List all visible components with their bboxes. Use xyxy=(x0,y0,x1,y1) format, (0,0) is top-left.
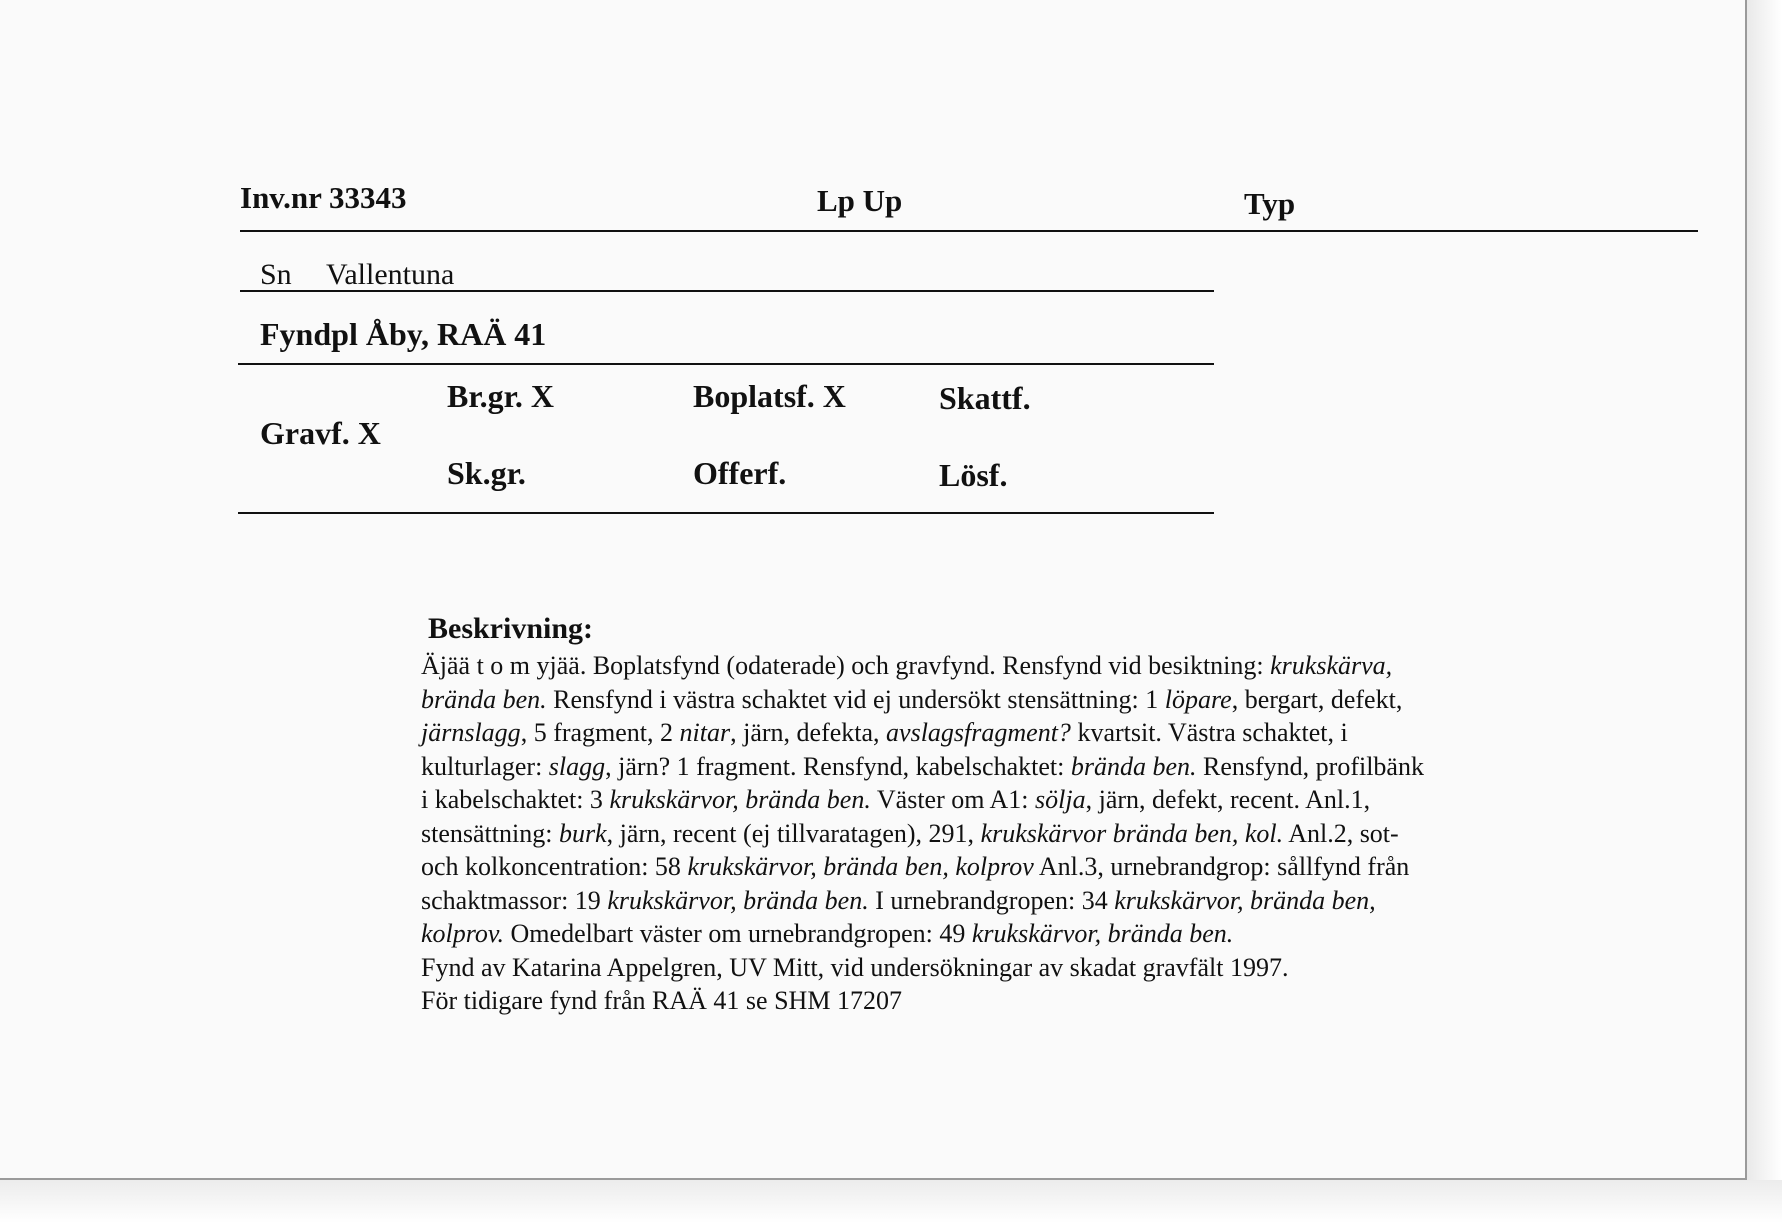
skeleton-grave: Sk.gr. xyxy=(447,455,526,491)
scan-edge-right xyxy=(1747,0,1782,1223)
description-find-term: sölja xyxy=(1035,785,1086,814)
description-find-term: järnslagg xyxy=(421,718,521,747)
description-text-run: , bergart, defekt, xyxy=(1231,684,1403,714)
lp-up-label: Lp Up xyxy=(817,183,903,218)
parish-value: Vallentuna xyxy=(326,258,455,291)
categories-rule xyxy=(238,512,1214,514)
description-text-run: i kabelschaktet: 3 xyxy=(421,785,610,814)
description-line xyxy=(421,783,1551,817)
description-heading: Beskrivning: xyxy=(428,612,594,645)
description-line xyxy=(421,683,1551,717)
description-text-run: Anl.2, sot- xyxy=(1283,818,1399,848)
description-text-run: , järn, recent (ej tillvaratagen), 291, xyxy=(606,818,981,848)
description-find-term: burk xyxy=(558,818,607,848)
description-line xyxy=(421,984,1551,1018)
cremation-grave: Br.gr. X xyxy=(447,378,554,414)
description-text-run: kulturlager: xyxy=(421,751,549,781)
description-text-run: För tidigare fynd från RAÄ 41 se SHM 17207 xyxy=(421,986,902,1015)
description-text-run: schaktmassor: 19 xyxy=(421,885,608,915)
description-find-term: krukskärvor, brända ben, kolprov xyxy=(687,852,1034,881)
grave-find: Gravf. X xyxy=(260,415,381,451)
description-text-run: Äjää t o m yjää. Boplatsfynd (odaterade) och gravfynd. Rensfynd vid besiktning: xyxy=(421,651,1271,680)
description-find-term: nitar xyxy=(679,718,731,747)
description-text xyxy=(421,649,1551,1018)
description-find-term: löpare xyxy=(1164,684,1232,714)
description-find-term: krukskärva, xyxy=(1270,651,1393,680)
description-find-term: krukskärvor, brända ben, xyxy=(1114,885,1376,915)
description-text-run: , järn? 1 fragment. Rensfynd, kabelschaktet: xyxy=(605,751,1071,781)
description-find-term: krukskärvor brända ben, kol. xyxy=(980,818,1284,848)
description-find-term: avslagsfragment? xyxy=(886,718,1071,747)
scan-edge-bottom xyxy=(0,1180,1782,1223)
description-find-term: krukskärvor, brända ben. xyxy=(971,919,1234,948)
description-text-run: Rensfynd i västra schaktet vid ej undersökt stensättning: 1 xyxy=(546,684,1165,714)
description-find-term: krukskärvor, brända ben. xyxy=(609,785,871,814)
description-line xyxy=(421,884,1551,918)
header-rule xyxy=(240,230,1698,232)
description-text-run: kvartsit. Västra schaktet, i xyxy=(1070,718,1348,747)
description-find-term: kolprov. xyxy=(421,919,505,948)
description-find-term: slagg xyxy=(548,751,606,781)
description-find-term: brända ben. xyxy=(421,684,547,714)
description-line xyxy=(421,649,1551,683)
description-line xyxy=(421,716,1551,750)
description-text-run: och kolkoncentration: 58 xyxy=(421,852,688,881)
offering-find: Offerf. xyxy=(693,455,787,491)
type-label: Typ xyxy=(1244,186,1296,221)
settlement-find: Boplatsf. X xyxy=(693,378,846,414)
description-text-run: , järn, defekta, xyxy=(730,718,887,747)
parish-label: Sn xyxy=(260,258,292,291)
description-text-run: Anl.3, urnebrandgrop: sållfynd från xyxy=(1033,852,1410,881)
description-line xyxy=(421,850,1551,884)
description-text-run: , 5 fragment, 2 xyxy=(520,718,680,747)
description-text-run: Väster om A1: xyxy=(870,785,1036,814)
description-text-run: Rensfynd, profilbänk xyxy=(1196,751,1424,781)
description-find-term: brända ben. xyxy=(1070,751,1197,781)
inventory-number: Inv.nr 33343 xyxy=(240,180,407,215)
description-find-term: krukskärvor, brända ben. xyxy=(607,885,869,915)
description-text-run: Fynd av Katarina Appelgren, UV Mitt, vid undersökningar av skadat gravfält 1997. xyxy=(421,952,1289,982)
find-place-rule xyxy=(238,363,1214,365)
parish-rule xyxy=(240,290,1214,292)
description-line xyxy=(421,917,1551,951)
find-place: Fyndpl Åby, RAÄ 41 xyxy=(260,316,547,352)
description-text-run: stensättning: xyxy=(421,818,559,848)
description-text-run: Omedelbart väster om urnebrandgropen: 49 xyxy=(504,919,972,948)
loose-find: Lösf. xyxy=(939,457,1008,493)
description-line xyxy=(421,951,1551,985)
description-line xyxy=(421,817,1551,851)
hoard-find: Skattf. xyxy=(939,380,1031,416)
description-line xyxy=(421,750,1551,784)
description-text-run: , järn, defekt, recent. Anl.1, xyxy=(1085,785,1371,814)
description-text-run: I urnebrandgropen: 34 xyxy=(868,885,1115,915)
